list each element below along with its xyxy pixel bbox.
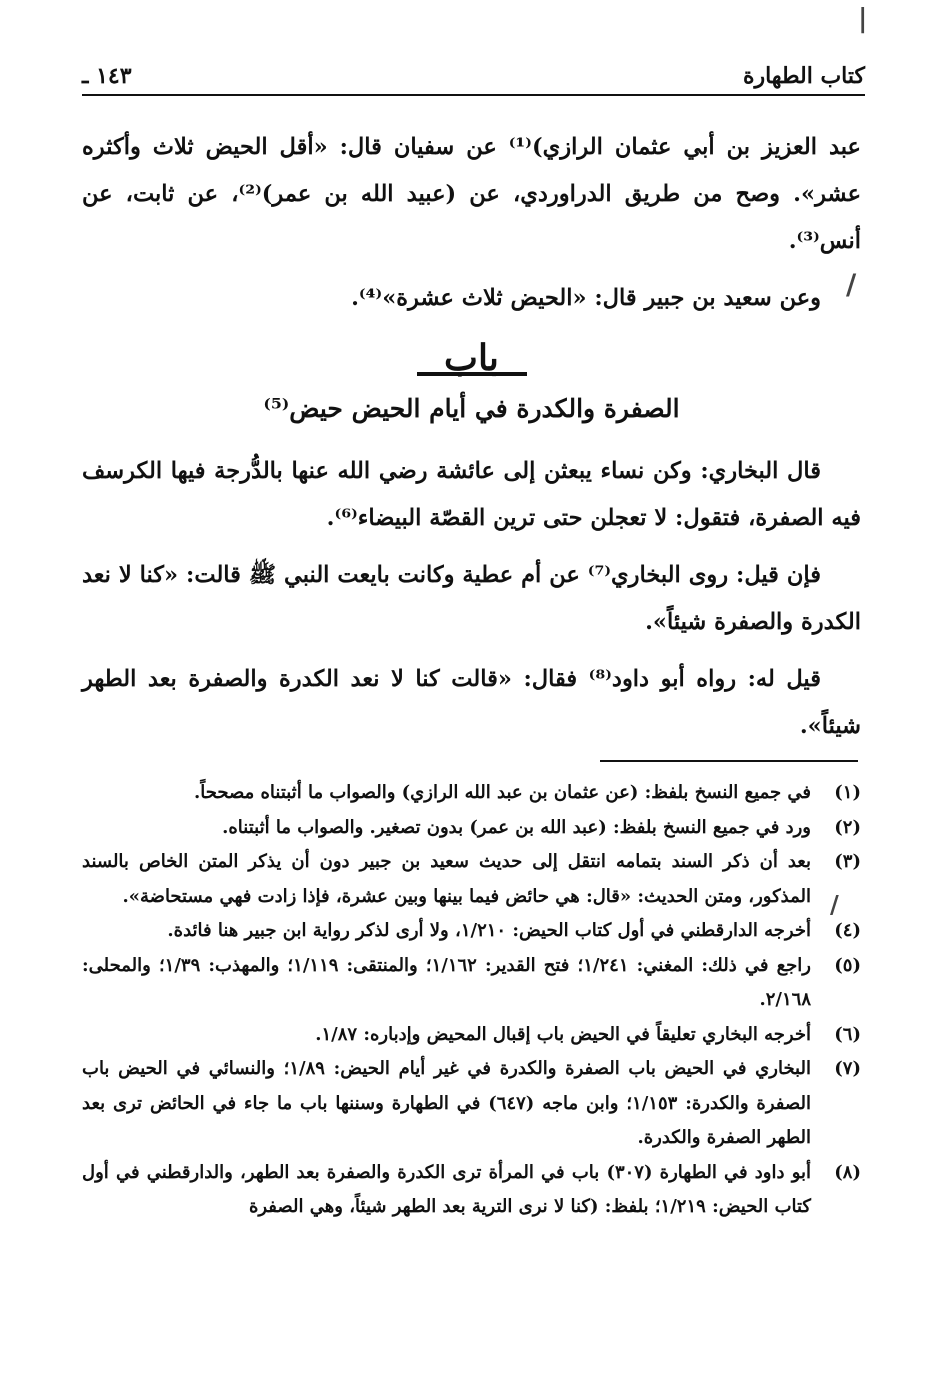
scan-mark: /	[846, 268, 857, 301]
paragraph-3: قال البخاري: وكن نساء يبعثن إلى عائشة رضي الله عنها بالدُّرجة فيها الكرسف فيه الصفرة، فتقول: لا تعجلن حتى ترين القصّة البيضاء⁽⁶⁾.	[82, 458, 861, 531]
footnote-4	[82, 914, 861, 949]
chapter-title: الصفرة والكدرة في أيام الحيض حيض⁽⁵⁾	[263, 394, 680, 423]
footnote-number: (٢)	[834, 816, 861, 838]
footnote-number: (٤)	[834, 920, 861, 941]
footnote-number: (٣)	[834, 851, 861, 872]
scan-mark: /	[830, 890, 839, 919]
footnote-1	[82, 776, 861, 811]
footnote-number: (٨)	[834, 1161, 861, 1183]
footnote-separator	[600, 760, 858, 762]
footnote-text: راجع في ذلك: المغني: ١/٢٤١؛ فتح القدير: ١/١٦٢؛ والمنتقى: ١/١١٩؛ والمهذب: ١/٣٩؛ والمحلى: ٢/١٦٨.	[82, 954, 811, 1010]
footnote-7	[82, 1052, 861, 1156]
footnote-text: أخرجه البخاري تعليقاً في الحيض باب إقبال المحيض وإدباره: ١/٨٧.	[315, 1023, 811, 1045]
footnote-number: (٧)	[834, 1058, 861, 1079]
footnote-text: البخاري في الحيض باب الصفرة والكدرة في غير أيام الحيض: ١/٨٩؛ والنسائي في الحيض باب الصفرة والكدرة: ١/١٥٣؛ وابن ماجه (٦٤٧) في الطهارة وسننها باب ما جاء في الحائض ترى بعد الطهر الصفرة والكدرة.	[82, 1058, 811, 1148]
footnote-number: (٦)	[834, 1023, 861, 1045]
footnote-text: أخرجه الدارقطني في أول كتاب الحيض: ١/٢١٠، ولا أرى لذكر رواية ابن جبير هنا فائدة.	[167, 920, 811, 941]
running-title: كتاب الطهارة	[742, 63, 865, 89]
paragraph-5: قيل له: رواه أبو داود⁽⁸⁾ فقال: «قالت كنا لا نعد الكدرة والصفرة بعد الطهر شيئاً».	[82, 666, 861, 739]
footnote-text: ورد في جميع النسخ بلفظ: (عبد الله بن عمر) بدون تصغير. والصواب ما أثبتناه.	[222, 816, 811, 838]
footnote-text: أبو داود في الطهارة (٣٠٧) باب في المرأة ترى الكدرة والصفرة بعد الطهر، والدارقطني في أول كتاب الحيض: ١/٢١٩؛ بلفظ: (كنا لا نرى الترية بعد الطهر شيئاً، وهي الصفرة	[82, 1161, 811, 1217]
paragraph-4: فإن قيل: روى البخاري⁽⁷⁾ عن أم عطية وكانت بايعت النبي ﷺ قالت: «كنا لا نعد الكدرة والصفرة شيئاً».	[82, 562, 861, 635]
paragraph-2: وعن سعيد بن جبير قال: «الحيض ثلاث عشرة»⁽⁴⁾.	[351, 285, 821, 311]
footnote-5	[82, 949, 861, 1018]
page-header	[82, 58, 865, 96]
footnote-text: في جميع النسخ بلفظ: (عن عثمان بن عبد الله الرازي) والصواب ما أثبتناه مصححاً.	[193, 782, 811, 803]
footnote-3	[82, 845, 861, 914]
footnote-8	[82, 1156, 861, 1225]
page-number: ١٤٣ ـ	[82, 63, 132, 89]
paragraph-1: عبد العزيز بن أبي عثمان الرازي)⁽¹⁾ عن سفيان قال: «أقل الحيض ثلاث وأكثره عشر». وصح من طريق الدراوردي، عن (عبيد الله بن عمر)⁽²⁾، عن ثابت، عن أنس⁽³⁾.	[82, 134, 861, 254]
footnote-number: (٥)	[834, 954, 861, 976]
scan-mark: |	[858, 4, 868, 34]
chapter-heading-word: باب	[444, 337, 499, 379]
footnote-6	[82, 1018, 861, 1053]
footnote-number: (١)	[834, 782, 861, 803]
footnote-2	[82, 811, 861, 846]
main-text	[82, 124, 861, 760]
footnote-text: بعد أن ذكر السند بتمامه انتقل إلى حديث سعيد بن جبير دون أن يذكر المتن الخاص بالسند المذكور، ومتن الحديث: «قال: هي حائض فيما بينها وبين عشرة، فإذا زادت فهي مستحاضة».	[82, 851, 811, 907]
footnotes	[82, 776, 861, 1225]
